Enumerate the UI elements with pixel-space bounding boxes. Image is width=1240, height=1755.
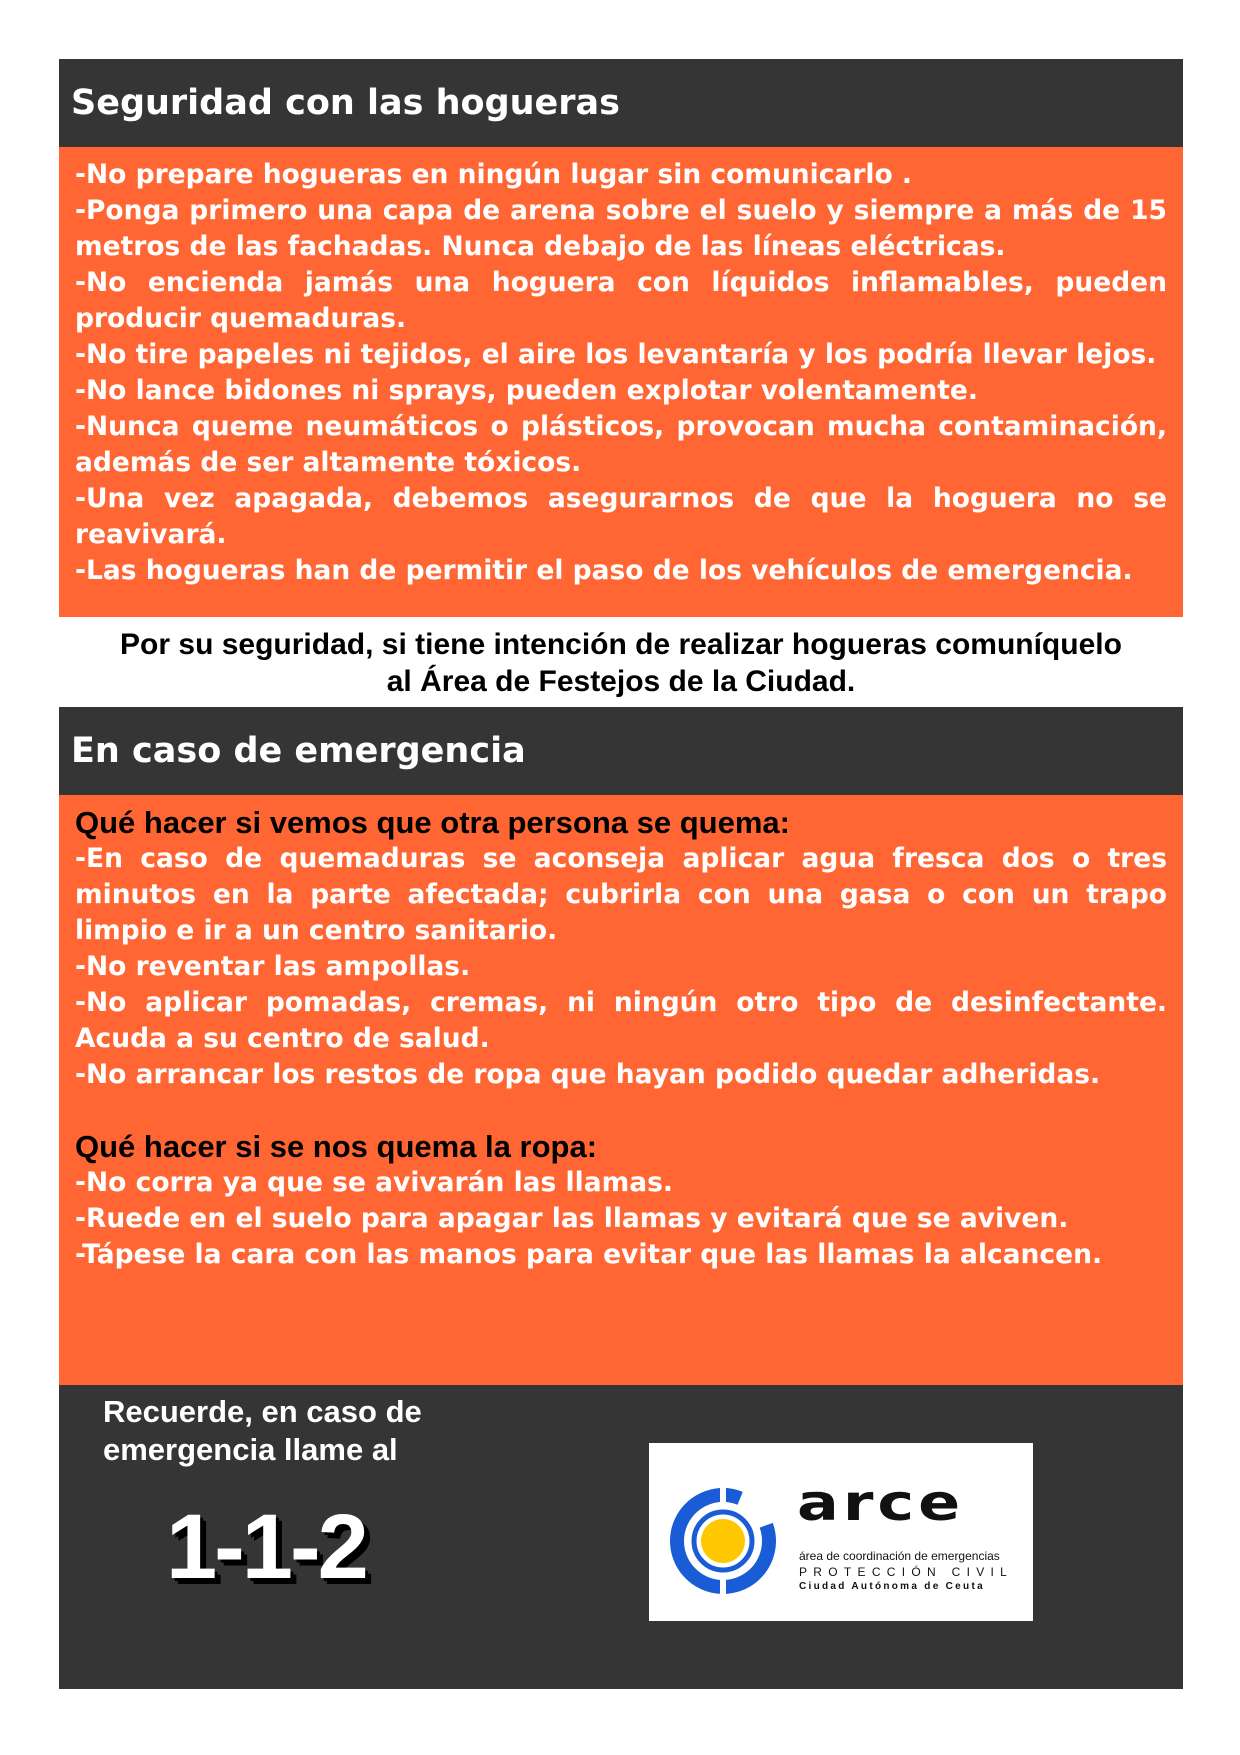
arce-logo [649,1443,1033,1621]
instruction-line: limpio e ir a un centro sanitario. [75,915,558,946]
instruction-line: -No arrancar los restos de ropa que hayan podido quedar adheridas. [75,1059,1101,1090]
instruction-line: -No aplicar pomadas, cremas, ni ningún otro tipo de desinfectante. [75,987,1167,1018]
reminder-line: Recuerde, en caso de [103,1394,422,1429]
subsection-title: Qué hacer si se nos quema la ropa: [75,1129,598,1164]
notice-line: Por su seguridad, si tiene intención de realizar hogueras comuníquelo [120,628,1122,661]
section-header-bonfire-safety [59,59,1183,147]
tip-line: -No tire papeles ni tejidos, el aire los levantaría y los podría llevar lejos. [75,339,1157,370]
logo-subtitle: PROTECCIÓN CIVIL [799,1565,1014,1579]
leaflet [59,59,1183,1689]
bonfire-safety-tips [59,147,1183,617]
section-title: Seguridad con las hogueras [71,83,620,123]
instruction-line: -Ruede en el suelo para apagar las llamas y evitará que se aviven. [75,1203,1069,1234]
instruction-line: Acuda a su centro de salud. [75,1023,490,1054]
instruction-line: -En caso de quemaduras se aconseja aplicar agua fresca dos o tres [75,843,1167,874]
tip-line: -Ponga primero una capa de arena sobre el suelo y siempre a más de 15 [75,195,1167,226]
emergency-instructions [59,795,1183,1385]
logo-subtitle: Ciudad Autónoma de Ceuta [799,1581,985,1592]
tip-line: -No prepare hogueras en ningún lugar sin comunicarlo . [75,159,913,190]
communication-notice [59,617,1183,707]
tip-line: -No encienda jamás una hoguera con líquidos inflamables, pueden [75,267,1167,298]
section-title: En caso de emergencia [71,731,526,771]
subsection-title: Qué hacer si vemos que otra persona se quema: [75,805,790,840]
instruction-line: -No corra ya que se avivarán las llamas. [75,1167,673,1198]
section-header-emergency [59,707,1183,795]
logo-wordmark: arce [797,1473,965,1532]
tip-line: -No lance bidones ni sprays, pueden explotar volentamente. [75,375,978,406]
instruction-line: -No reventar las ampollas. [75,951,471,982]
logo-subtitle: área de coordinación de emergencias [799,1549,1000,1563]
instruction-line: minutos en la parte afectada; cubrirla con una gasa o con un trapo [75,879,1167,910]
instruction-line: -Tápese la cara con las manos para evitar que las llamas la alcancen. [75,1239,1103,1270]
notice-line: al Área de Festejos de la Ciudad. [386,665,856,698]
tip-line: producir quemaduras. [75,303,407,334]
tip-line: -Nunca queme neumáticos o plásticos, provocan mucha contaminación, [75,411,1167,442]
reminder-line: emergencia llame al [103,1432,398,1467]
tip-line: reavivará. [75,519,227,550]
tip-line: además de ser altamente tóxicos. [75,447,582,478]
footer-emergency-number [59,1385,1183,1689]
emergency-number: 1-1-2 [166,1496,366,1598]
tip-line: -Una vez apagada, debemos asegurarnos de que la hoguera no se [75,483,1167,514]
tip-line: metros de las fachadas. Nunca debajo de las líneas eléctricas. [75,231,1006,262]
reminder-text [103,1393,422,1469]
tip-line: -Las hogueras han de permitir el paso de los vehículos de emergencia. [75,555,1133,586]
spacer [75,1093,1167,1129]
arce-emblem-icon [663,1481,783,1601]
